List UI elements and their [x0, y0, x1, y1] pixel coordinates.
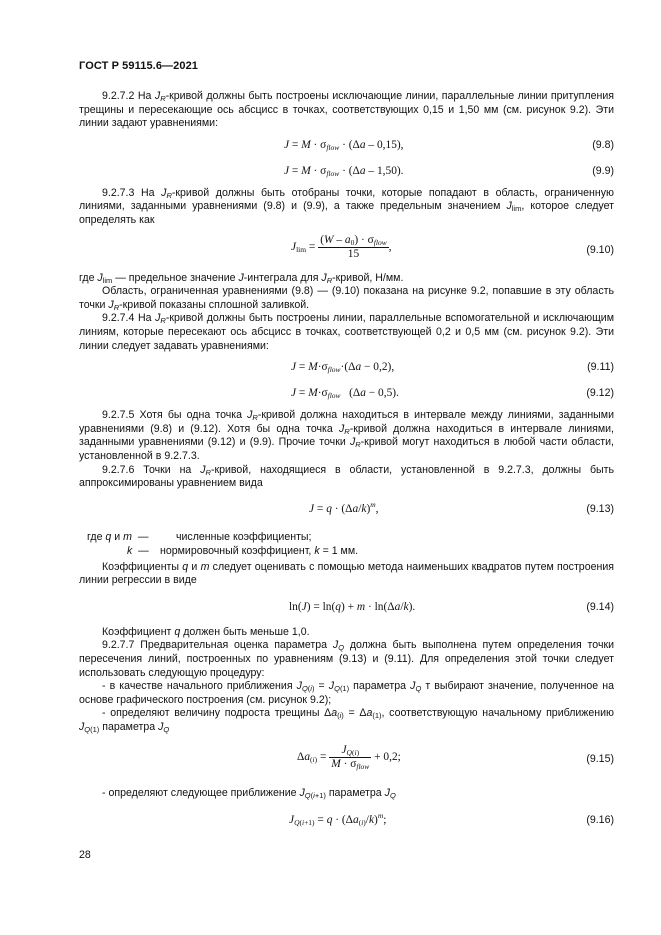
paragraph-jlim-definition: где $J_{lim}$ — предельное значение J-интеграла для $J_R$-кривой, Н/мм. — [79, 271, 404, 285]
equation-number-9-12: (9.12) — [586, 387, 614, 400]
definitions-list — [79, 531, 614, 561]
definition-text-k: нормировочный коэффициент, k = 1 мм. — [160, 544, 359, 557]
page-content — [79, 90, 614, 838]
equation-number-9-11: (9.11) — [587, 361, 614, 374]
paragraph-next-approx: - определяют следующее приближение $J_{Q(i+1)}$ параметра $J_Q$ — [102, 786, 396, 800]
formula-9-16: $J_{Q(i+1)} = q \cdot (\Delta a_{(i)}/k)^m$; — [289, 811, 387, 828]
equation-9-11 — [79, 357, 614, 379]
equation-9-8 — [79, 135, 614, 157]
paragraph-9-2-7-5: 9.2.7.5 Хотя бы одна точка $J_R$-кривой должна находиться в интервале между линиями, заданными уравнениями (9.8) и (9.12). Хотя бы одна точка $J_R$-кривой должна находиться в интервале линиями, заданными уравнениями (9.12) и (9.9). Прочие точки $J_R$-кривой могут находиться в любой части области, установленной в 9.2.7.3. — [79, 409, 614, 462]
definition-label-q-m: где q и m — — [87, 530, 149, 543]
page-number: 28 — [79, 849, 91, 861]
definition-text-q-m: численные коэффициенты; — [176, 530, 312, 543]
equation-number-9-10: (9.10) — [586, 243, 614, 256]
formula-9-13: $J = q \cdot (\Delta a/k)^m$, — [309, 499, 379, 515]
definition-label-k: k — — [127, 544, 149, 557]
paragraph-initial-approx: - в качестве начального приближения $J_{Q(i)} = J_{Q(1)}$ параметра $J_Q$ т выбирают значение, полученное на основе графического построения (см. рисунок 9.2); — [79, 680, 614, 706]
equation-number-9-8: (9.8) — [592, 138, 614, 151]
equation-number-9-14: (9.14) — [586, 600, 614, 613]
paragraph-q-limit: Коэффициент q должен быть меньше 1,0. — [102, 625, 310, 638]
paragraph-crack-growth: - определяют величину подроста трещины $\Delta a_{(i)} = \Delta a_{(1)}$, соответствующую начальному приближению $J_{Q(1)}$ параметра $J_Q$ — [79, 707, 614, 735]
equation-9-9 — [79, 161, 614, 183]
paragraph-9-2-7-4: 9.2.7.4 На $J_R$-кривой должны быть построены линии, параллельные вспомогательной и исключающим линиям, которые пересекают ось абсцисс в точках, соответствующей 0,2 и 0,5 мм (см. рисунок 9.2). Эти линии следует задавать уравнениями: — [79, 312, 614, 352]
formula-9-11: $J = M\cdot\sigma_{flow}\cdot(\Delta a - 0,2)$, — [291, 361, 395, 375]
equation-9-12 — [79, 383, 614, 405]
equation-number-9-13: (9.13) — [586, 502, 614, 515]
equation-number-9-9: (9.9) — [592, 164, 614, 177]
document-header: ГОСТ Р 59115.6—2021 — [79, 60, 199, 72]
formula-9-15: $\Delta a_{(i)}$ = $\frac{J_{Q(i)}}{M \cdot \sigma_{flow}}$ + 0,2; — [297, 743, 401, 771]
paragraph-9-2-7-2: 9.2.7.2 На $J_R$-кривой должны быть построены исключающие линии, параллельные линии притупления трещины и пересекающие ось абсцисс в точках, соответствующих 0,15 и 1,50 мм (см. рисунок 9.2). Эти линии задают уравнениями: — [79, 90, 614, 130]
equation-9-15 — [79, 739, 614, 781]
formula-9-8: $J = M \cdot \sigma_{flow} \cdot (\Delta a - 0,15)$, — [284, 138, 404, 152]
paragraph-coefficients: Коэффициенты q и m следует оценивать с помощью метода наименьших квадратов путем построения линии регрессии в виде — [79, 560, 614, 587]
formula-9-12: $J = M\cdot\sigma_{flow}$ (Δa − 0,5). — [291, 387, 399, 401]
equation-9-10 — [79, 232, 614, 268]
paragraph-9-2-7-3: 9.2.7.3 На $J_R$-кривой должны быть отобраны точки, которые попадают в область, ограниченную линиями, заданными уравнениями (9.8) и (9.9), а также предельным значением $J_{lim}$, которое следует определять как — [79, 186, 615, 226]
paragraph-9-2-7-6: 9.2.7.6 Точки на $J_R$-кривой, находящиеся в области, установленной в 9.2.7.3, должны быть аппроксимированы уравнением вида — [79, 463, 615, 490]
equation-number-9-16: (9.16) — [586, 814, 614, 827]
equation-9-16 — [79, 804, 614, 834]
equation-9-14 — [79, 592, 614, 622]
formula-9-10: $J_{lim}$ = $\frac{(W - a_0) \cdot \sigma_{flow}}{15}$ , — [291, 233, 392, 260]
equation-number-9-15: (9.15) — [586, 752, 614, 765]
paragraph-9-2-7-7: 9.2.7.7 Предварительная оценка параметра $J_Q$ должна быть выполнена путем определения точки пересечения линий, построенных по уравнениям (9.13) и (9.11). Для определения этой точки следует использовать следующую процедуру: — [79, 639, 615, 679]
formula-9-9: $J = M \cdot \sigma_{flow} \cdot (\Delta a - 1,50)$. — [284, 164, 404, 178]
paragraph-area: Область, ограниченная уравнениями (9.8) — (9.10) показана на рисунке 9.2, попавшие в эту область точки $J_R$-кривой показаны сплошной заливкой. — [79, 285, 614, 312]
formula-9-14: ln(J) = ln(q) + m · ln(Δa/k). — [289, 600, 416, 613]
equation-9-13 — [79, 495, 614, 525]
